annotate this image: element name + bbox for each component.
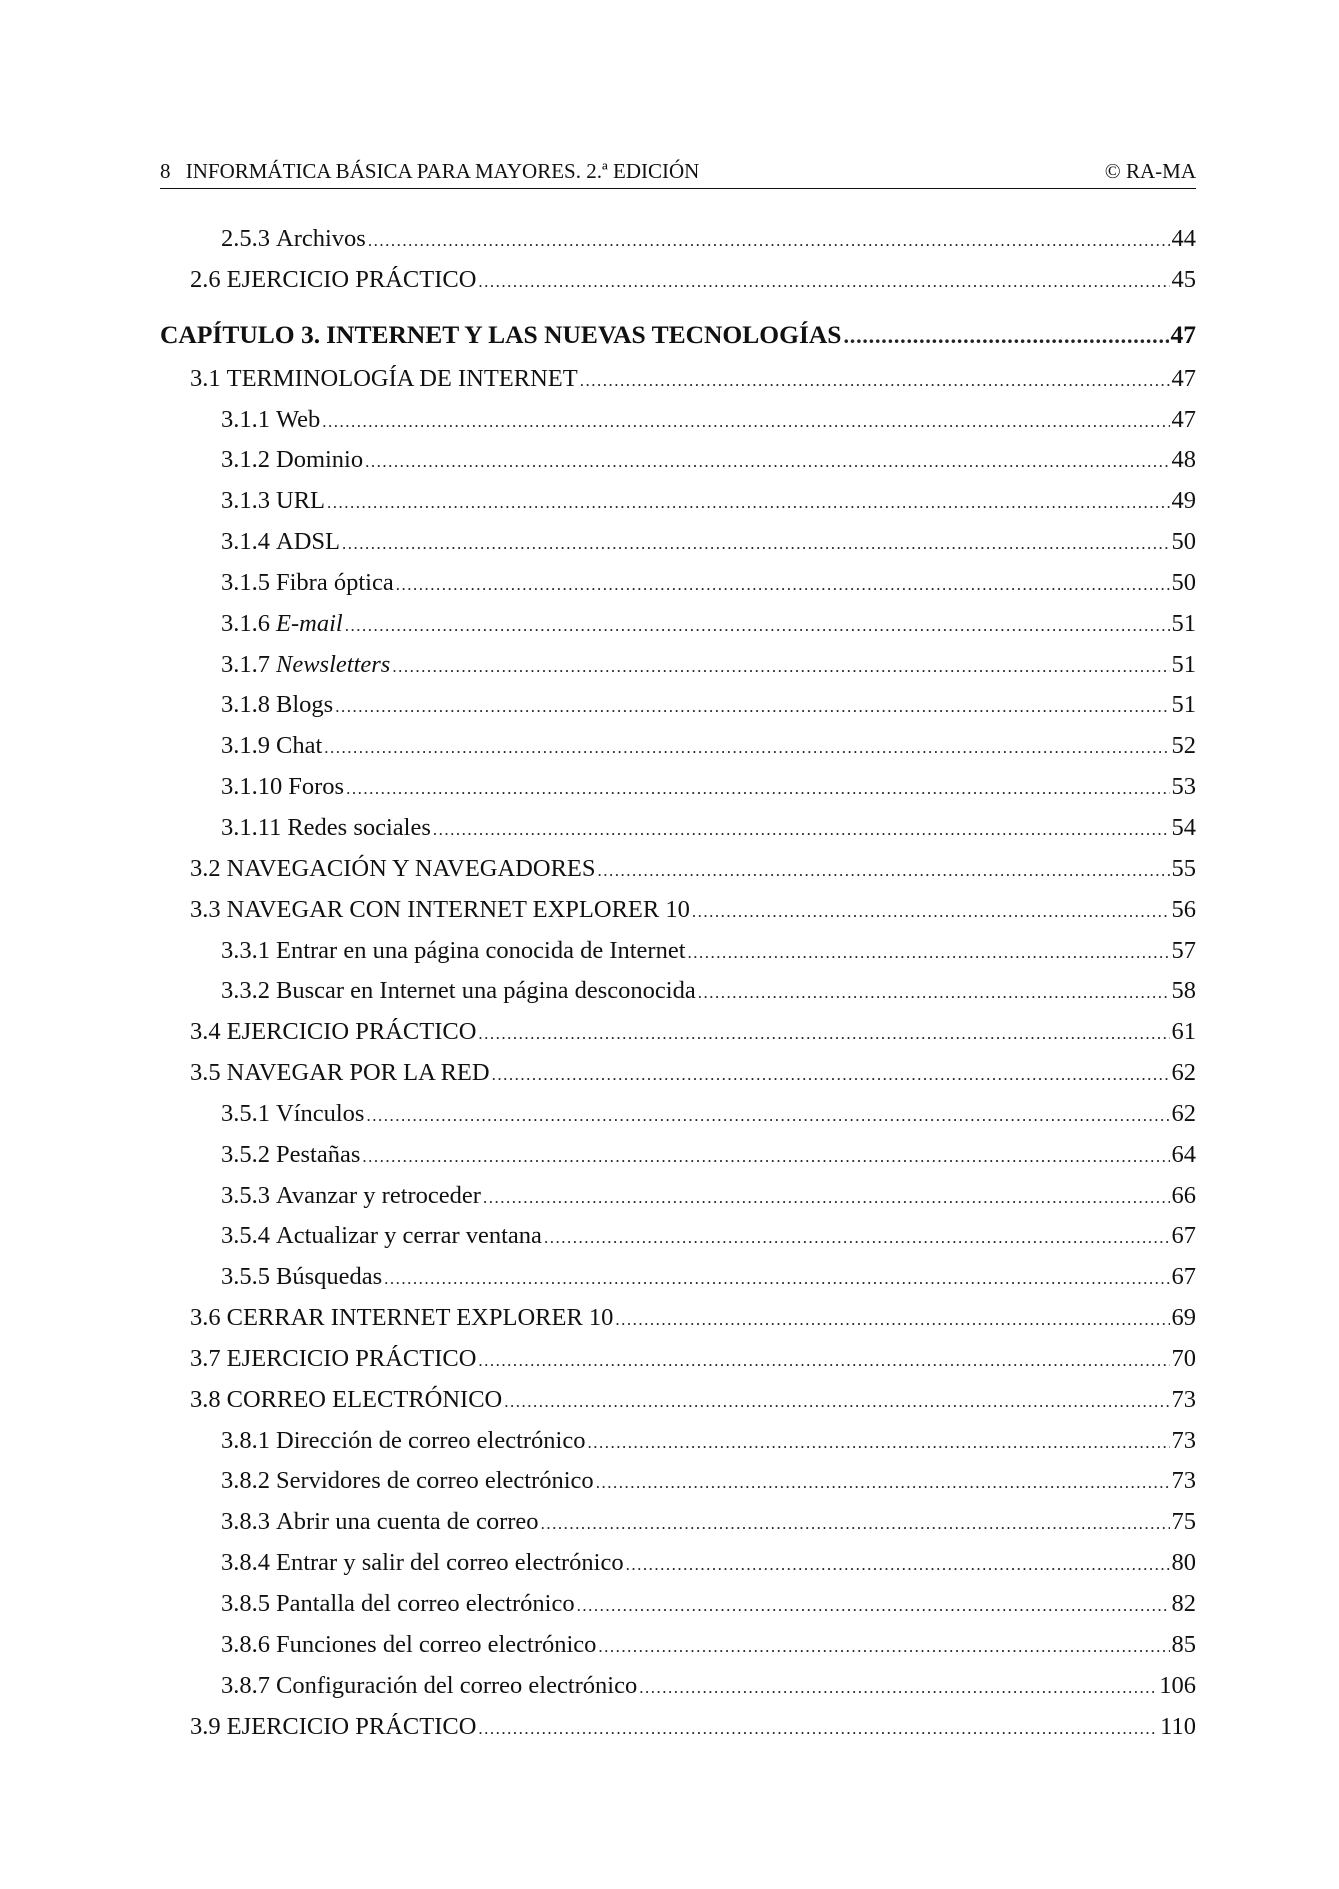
toc-entry-text: NAVEGACIÓN Y NAVEGADORES xyxy=(226,854,596,882)
dot-leader xyxy=(478,1014,1169,1055)
toc-entry[interactable] xyxy=(160,604,1196,645)
toc-entry-text: Foros xyxy=(288,773,345,801)
toc-entry-title xyxy=(221,563,394,604)
toc-entry-text: Dominio xyxy=(276,446,364,474)
toc-entry-text: Configuración del correo electrónico xyxy=(276,1671,638,1699)
toc-entry[interactable] xyxy=(160,260,1196,301)
toc-entry-title xyxy=(221,1461,594,1502)
toc-entry-number: 3.7 xyxy=(190,1344,221,1372)
dot-leader xyxy=(362,1137,1169,1178)
toc-entry-title xyxy=(221,808,431,849)
toc-entry-page: 47 xyxy=(1171,405,1196,433)
toc-entry[interactable] xyxy=(160,563,1196,604)
dot-leader xyxy=(698,973,1170,1014)
toc-entry-title xyxy=(221,1502,539,1543)
toc-entry-text: Funciones del correo electrónico xyxy=(276,1630,597,1658)
toc-entry[interactable] xyxy=(160,1707,1196,1748)
dot-leader xyxy=(615,1300,1169,1341)
toc-entry-page: 44 xyxy=(1171,225,1196,252)
toc-entry[interactable] xyxy=(160,219,1196,260)
toc-entry-page: 51 xyxy=(1171,609,1196,637)
toc-entry-page: 48 xyxy=(1171,446,1196,474)
toc-entry-page: 56 xyxy=(1171,895,1196,923)
toc-entry-text: Abrir una cuenta de correo xyxy=(276,1508,539,1536)
toc-entry-text: Newsletters xyxy=(276,650,391,678)
toc-entry-title xyxy=(160,311,841,359)
toc-entry-text: EJERCICIO PRÁCTICO xyxy=(226,265,477,293)
toc-entry-text: CORREO ELECTRÓNICO xyxy=(226,1385,503,1413)
toc-entry-title xyxy=(221,1421,585,1462)
toc-entry-text: CERRAR INTERNET EXPLORER 10 xyxy=(226,1304,614,1332)
dot-leader xyxy=(342,524,1170,565)
toc-entry-number: 3.1.11 xyxy=(221,813,282,841)
dot-leader xyxy=(541,1504,1170,1545)
toc-entry[interactable] xyxy=(160,1543,1196,1584)
toc-entry[interactable] xyxy=(160,1380,1196,1421)
table-of-contents xyxy=(160,219,1196,1747)
toc-entry-page: 110 xyxy=(1160,1712,1196,1740)
toc-entry-number: 3.3.1 xyxy=(221,936,270,964)
toc-entry-number: 3.1.3 xyxy=(221,487,270,515)
toc-entry[interactable] xyxy=(160,685,1196,726)
dot-leader xyxy=(596,1463,1170,1504)
toc-entry-text: Archivos xyxy=(276,225,366,252)
toc-entry-title xyxy=(221,1216,542,1257)
toc-entry[interactable] xyxy=(160,1012,1196,1053)
toc-entry-text: ADSL xyxy=(276,528,340,556)
toc-entry[interactable] xyxy=(160,645,1196,686)
toc-entry-number: 3.1 xyxy=(190,364,221,392)
toc-entry-text: Pestañas xyxy=(276,1140,361,1168)
toc-entry-page: 70 xyxy=(1171,1344,1196,1372)
toc-entry[interactable] xyxy=(160,1461,1196,1502)
toc-entry-text: Avanzar y retroceder xyxy=(276,1181,481,1209)
toc-entry[interactable] xyxy=(160,931,1196,972)
toc-entry-page: 51 xyxy=(1171,691,1196,719)
toc-entry-text: Fibra óptica xyxy=(276,568,394,596)
dot-leader xyxy=(396,565,1170,606)
toc-entry[interactable] xyxy=(160,1421,1196,1462)
dot-leader xyxy=(384,1259,1169,1300)
toc-entry-text: Vínculos xyxy=(276,1099,365,1127)
toc-entry[interactable] xyxy=(160,849,1196,890)
toc-entry-title xyxy=(221,440,363,481)
toc-entry[interactable] xyxy=(160,1625,1196,1666)
toc-entry-page: 47 xyxy=(1170,319,1196,349)
toc-entry-title xyxy=(190,359,578,400)
toc-entry-number: 3.1.8 xyxy=(221,691,270,719)
dot-leader xyxy=(345,606,1170,647)
toc-entry-number: CAPÍTULO 3. xyxy=(160,319,321,349)
toc-entry-page: 75 xyxy=(1171,1508,1196,1536)
toc-entry-title xyxy=(221,400,320,441)
toc-entry-text: Redes sociales xyxy=(287,813,431,841)
toc-entry[interactable] xyxy=(160,971,1196,1012)
toc-entry-text: Web xyxy=(276,405,321,433)
toc-entry-page: 67 xyxy=(1171,1222,1196,1250)
dot-leader xyxy=(346,769,1169,810)
toc-entry-page: 62 xyxy=(1171,1099,1196,1127)
dot-leader xyxy=(639,1668,1157,1709)
toc-entry-page: 62 xyxy=(1171,1059,1196,1087)
toc-entry-page: 52 xyxy=(1171,732,1196,760)
toc-entry[interactable] xyxy=(160,481,1196,522)
toc-entry-text: Dirección de correo electrónico xyxy=(276,1426,586,1454)
toc-entry[interactable] xyxy=(160,1584,1196,1625)
dot-leader xyxy=(843,312,1168,360)
toc-entry[interactable] xyxy=(160,1176,1196,1217)
dot-leader xyxy=(324,728,1169,769)
toc-entry-title xyxy=(221,1257,382,1298)
toc-entry[interactable] xyxy=(160,1502,1196,1543)
toc-entry-page: 54 xyxy=(1171,813,1196,841)
dot-leader xyxy=(368,221,1170,262)
toc-entry-title xyxy=(190,890,690,931)
dot-leader xyxy=(483,1178,1170,1219)
toc-entry-title xyxy=(190,1707,476,1748)
toc-entry-page: 50 xyxy=(1171,568,1196,596)
running-header-left xyxy=(160,158,699,184)
toc-entry[interactable] xyxy=(160,1257,1196,1298)
toc-entry[interactable] xyxy=(160,1053,1196,1094)
toc-entry-number: 3.5.5 xyxy=(221,1263,270,1291)
dot-leader xyxy=(478,1341,1169,1382)
toc-entry-number: 3.3.2 xyxy=(221,977,270,1005)
toc-entry-title xyxy=(190,1298,613,1339)
toc-entry-page: 82 xyxy=(1171,1590,1196,1617)
toc-entry-title xyxy=(221,971,696,1012)
toc-entry-text: EJERCICIO PRÁCTICO xyxy=(226,1018,477,1046)
dot-leader xyxy=(626,1545,1170,1586)
dot-leader xyxy=(577,1586,1170,1627)
toc-entry-page: 57 xyxy=(1171,936,1196,964)
toc-entry-number: 3.1.1 xyxy=(221,405,270,433)
toc-entry-title xyxy=(221,1666,637,1707)
toc-entry-title xyxy=(221,522,340,563)
toc-entry-number: 3.8.2 xyxy=(221,1467,270,1495)
toc-entry[interactable] xyxy=(160,359,1196,400)
toc-entry-number: 3.4 xyxy=(190,1018,221,1046)
toc-entry-number: 3.8.5 xyxy=(221,1590,270,1617)
toc-entry-page: 64 xyxy=(1171,1140,1196,1168)
toc-entry-text: Servidores de correo electrónico xyxy=(276,1467,594,1495)
toc-entry-title xyxy=(221,685,333,726)
toc-entry-number: 3.3 xyxy=(190,895,221,923)
toc-entry-text: Entrar y salir del correo electrónico xyxy=(276,1549,624,1577)
toc-entry-text: Chat xyxy=(276,732,323,760)
toc-entry-text: Blogs xyxy=(276,691,334,719)
toc-entry[interactable] xyxy=(160,890,1196,931)
publisher-mark: © RA-MA xyxy=(1104,159,1196,183)
toc-entry-page: 47 xyxy=(1171,364,1196,392)
dot-leader xyxy=(544,1218,1170,1259)
toc-entry-title xyxy=(190,1380,502,1421)
toc-entry[interactable] xyxy=(160,1135,1196,1176)
toc-entry-page: 55 xyxy=(1171,854,1196,882)
toc-entry-text: EJERCICIO PRÁCTICO xyxy=(226,1344,477,1372)
toc-entry-number: 3.9 xyxy=(190,1712,221,1740)
dot-leader xyxy=(580,361,1170,402)
toc-entry[interactable] xyxy=(160,726,1196,767)
dot-leader xyxy=(392,647,1169,688)
dot-leader xyxy=(504,1382,1169,1423)
toc-entry-page: 80 xyxy=(1171,1549,1196,1577)
dot-leader xyxy=(327,483,1170,524)
toc-entry[interactable] xyxy=(160,1094,1196,1135)
toc-entry-title xyxy=(221,1135,360,1176)
toc-entry-page: 51 xyxy=(1171,650,1196,678)
dot-leader xyxy=(688,933,1170,974)
toc-entry-number: 3.8.1 xyxy=(221,1426,270,1454)
toc-entry[interactable] xyxy=(160,1666,1196,1707)
dot-leader xyxy=(478,262,1169,303)
toc-entry-page: 69 xyxy=(1171,1304,1196,1332)
toc-entry-page: 49 xyxy=(1171,487,1196,515)
toc-entry-title xyxy=(221,604,343,645)
toc-entry-page: 50 xyxy=(1171,528,1196,556)
dot-leader xyxy=(587,1423,1169,1464)
toc-entry-title xyxy=(190,1012,476,1053)
toc-entry-title xyxy=(190,1339,476,1380)
toc-entry[interactable] xyxy=(160,522,1196,563)
toc-entry-number: 3.8.4 xyxy=(221,1549,270,1577)
toc-entry-number: 3.2 xyxy=(190,854,221,882)
toc-entry-page: 66 xyxy=(1171,1181,1196,1209)
dot-leader xyxy=(692,892,1170,933)
toc-entry-number: 2.6 xyxy=(190,265,221,293)
toc-entry-page: 73 xyxy=(1171,1467,1196,1495)
toc-entry-page: 106 xyxy=(1159,1671,1196,1699)
toc-entry-number: 3.5.1 xyxy=(221,1099,270,1127)
toc-entry-page: 53 xyxy=(1171,773,1196,801)
toc-entry-text: Pantalla del correo electrónico xyxy=(276,1590,575,1617)
toc-entry-title xyxy=(221,1584,575,1625)
toc-entry-number: 3.8 xyxy=(190,1385,221,1413)
book-title: INFORMÁTICA BÁSICA PARA MAYORES. 2.ª EDICIÓN xyxy=(185,159,700,183)
toc-entry-title xyxy=(221,219,366,260)
toc-entry-title xyxy=(221,1094,364,1135)
toc-entry-text: INTERNET Y LAS NUEVAS TECNOLOGÍAS xyxy=(326,319,842,349)
toc-entry-number: 2.5.3 xyxy=(221,225,270,252)
toc-entry-text: NAVEGAR CON INTERNET EXPLORER 10 xyxy=(226,895,690,923)
toc-entry-number: 3.8.7 xyxy=(221,1671,270,1699)
dot-leader xyxy=(492,1055,1170,1096)
toc-entry-number: 3.8.6 xyxy=(221,1630,270,1658)
toc-entry[interactable] xyxy=(160,1339,1196,1380)
toc-entry-title xyxy=(221,726,322,767)
toc-entry-number: 3.1.4 xyxy=(221,528,270,556)
toc-entry-text: Buscar en Internet una página desconocida xyxy=(276,977,696,1005)
toc-entry-title xyxy=(221,1543,624,1584)
toc-entry-number: 3.6 xyxy=(190,1304,221,1332)
toc-entry-number: 3.1.2 xyxy=(221,446,270,474)
dot-leader xyxy=(366,1096,1169,1137)
toc-entry-title xyxy=(190,1053,490,1094)
toc-entry[interactable] xyxy=(160,808,1196,849)
dot-leader xyxy=(598,851,1170,892)
toc-entry[interactable] xyxy=(160,767,1196,808)
toc-entry-text: Búsquedas xyxy=(276,1263,383,1291)
toc-entry-page: 73 xyxy=(1171,1385,1196,1413)
toc-entry-number: 3.5.4 xyxy=(221,1222,270,1250)
toc-entry[interactable] xyxy=(160,1298,1196,1339)
toc-entry-text: TERMINOLOGÍA DE INTERNET xyxy=(226,364,578,392)
toc-entry-title xyxy=(221,931,686,972)
toc-entry-text: Entrar en una página conocida de Internet xyxy=(276,936,686,964)
toc-entry-title xyxy=(190,849,596,890)
dot-leader xyxy=(335,687,1169,728)
toc-entry-number: 3.5 xyxy=(190,1059,221,1087)
toc-entry-title xyxy=(221,481,325,522)
dot-leader xyxy=(478,1709,1158,1750)
toc-entry-text: E-mail xyxy=(276,609,343,637)
dot-leader xyxy=(598,1627,1169,1668)
toc-entry-title xyxy=(221,645,390,686)
toc-entry-text: NAVEGAR POR LA RED xyxy=(226,1059,490,1087)
toc-entry-title xyxy=(221,1176,481,1217)
toc-entry-page: 58 xyxy=(1171,977,1196,1005)
toc-entry[interactable] xyxy=(160,440,1196,481)
toc-entry-page: 61 xyxy=(1171,1018,1196,1046)
running-header xyxy=(160,158,1196,189)
toc-entry-page: 85 xyxy=(1171,1630,1196,1658)
toc-entry-number: 3.5.3 xyxy=(221,1181,270,1209)
toc-entry-number: 3.5.2 xyxy=(221,1140,270,1168)
toc-entry-text: Actualizar y cerrar ventana xyxy=(276,1222,542,1250)
toc-entry-number: 3.1.6 xyxy=(221,609,270,637)
toc-entry-page: 67 xyxy=(1171,1263,1196,1291)
toc-entry-title xyxy=(190,260,476,301)
toc-entry-text: EJERCICIO PRÁCTICO xyxy=(226,1712,477,1740)
toc-entry-number: 3.8.3 xyxy=(221,1508,270,1536)
toc-entry-number: 3.1.9 xyxy=(221,732,270,760)
dot-leader xyxy=(365,442,1169,483)
toc-entry-number: 3.1.7 xyxy=(221,650,270,678)
toc-entry-number: 3.1.10 xyxy=(221,773,283,801)
toc-entry[interactable] xyxy=(160,1216,1196,1257)
toc-entry-number: 3.1.5 xyxy=(221,568,270,596)
page-number: 8 xyxy=(160,159,171,183)
toc-entry-page: 45 xyxy=(1171,265,1196,293)
dot-leader xyxy=(433,810,1170,851)
toc-entry-title xyxy=(221,1625,596,1666)
toc-entry[interactable] xyxy=(160,400,1196,441)
toc-entry-text: URL xyxy=(276,487,325,515)
toc-entry-page: 73 xyxy=(1171,1426,1196,1454)
toc-entry-title xyxy=(221,767,344,808)
toc-chapter-entry[interactable] xyxy=(160,311,1196,359)
dot-leader xyxy=(322,402,1169,443)
